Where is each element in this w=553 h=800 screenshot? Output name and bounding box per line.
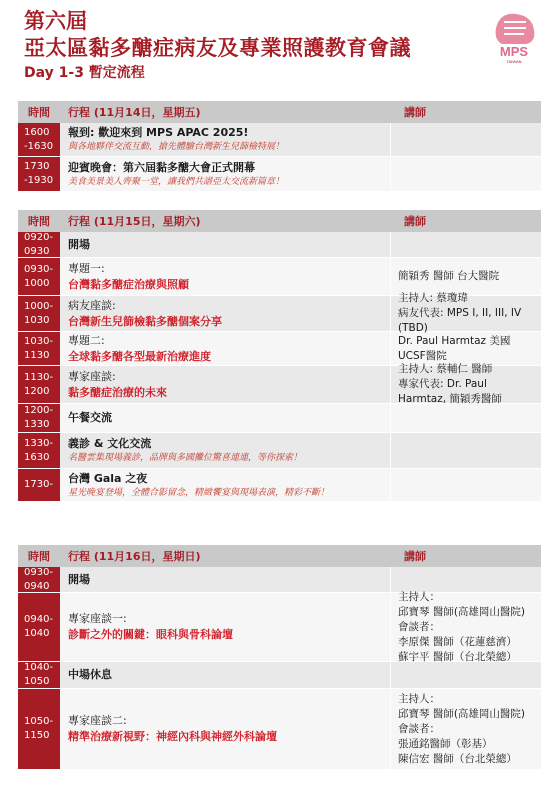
time-text: 1330- 1630 bbox=[24, 437, 54, 463]
event-cell bbox=[60, 662, 391, 688]
event-cell bbox=[60, 593, 391, 661]
speaker-cell bbox=[391, 232, 541, 257]
time-cell bbox=[18, 567, 60, 592]
speaker-column-header: 講師 bbox=[404, 215, 426, 228]
time-cell bbox=[18, 157, 60, 191]
time-column-header: 時間 bbox=[28, 215, 50, 228]
speaker-cell bbox=[391, 157, 541, 191]
table-row bbox=[18, 292, 541, 334]
table-header bbox=[18, 210, 541, 232]
time-text: 1730 -1930 bbox=[24, 161, 54, 186]
time-text: 1600 -1630 bbox=[24, 126, 54, 152]
header bbox=[24, 8, 411, 84]
event-cell bbox=[60, 332, 391, 365]
event-topic: 全球黏多醣各型最新治療進度 bbox=[68, 349, 211, 363]
table-row bbox=[18, 363, 541, 405]
event-title: 迎賓晚會：第六屆黏多醣大會正式開幕 bbox=[68, 160, 255, 174]
event-title: 報到: 歡迎來到 MPS APAC 2025! bbox=[68, 126, 249, 139]
event-title: 開場 bbox=[68, 572, 90, 586]
mps-taiwan-logo bbox=[486, 8, 542, 64]
event-description: 名醫雲集現場義診，品牌與多國攤位驚喜連連，等你探索！ bbox=[68, 453, 303, 463]
logo-subtext: TAIWAN bbox=[506, 59, 522, 64]
table-header bbox=[18, 101, 541, 123]
event-title: 午餐交流 bbox=[68, 411, 112, 424]
schedule-table-day3 bbox=[18, 545, 541, 770]
speaker-text: Dr. Paul Harmtaz 美國 UCSF醫院 bbox=[398, 334, 511, 362]
speaker-text: 主持人： 邱寶琴 醫師(高雄岡山醫院) 會談者： 張通銘醫師（彰基） 陳信宏 醫師（台北榮總） bbox=[398, 692, 526, 765]
event-title: 台灣 Gala 之夜 bbox=[68, 471, 148, 485]
time-text: 0940- 1040 bbox=[24, 614, 54, 639]
event-title: 專家座談: bbox=[68, 369, 116, 383]
time-cell bbox=[18, 662, 60, 688]
speaker-cell bbox=[391, 433, 541, 468]
day-heading: 行程 (11月16日，星期日) bbox=[68, 550, 201, 563]
time-cell bbox=[18, 433, 60, 468]
event-cell bbox=[60, 404, 391, 432]
speaker-cell bbox=[391, 404, 541, 432]
schedule-table-day1 bbox=[18, 101, 541, 192]
event-topic: 台灣新生兒篩檢黏多醣個案分享 bbox=[68, 314, 222, 328]
day-heading: 行程 (11月15日，星期六) bbox=[68, 215, 201, 228]
speaker-cell bbox=[391, 662, 541, 688]
event-cell bbox=[60, 366, 391, 403]
time-text: 1050- 1150 bbox=[24, 716, 54, 741]
table-row bbox=[18, 433, 541, 469]
agenda-subtitle: Day 1-3 暫定流程 bbox=[24, 65, 145, 81]
event-description: 星光晚宴登場，全體合影留念，精緻饗宴與現場表演，精彩不斷！ bbox=[68, 487, 330, 498]
time-cell bbox=[18, 689, 60, 769]
event-cell bbox=[60, 258, 391, 295]
event-topic: 黏多醣症治療的未來 bbox=[68, 385, 167, 399]
event-title: 專題二: bbox=[68, 333, 105, 347]
event-title: 中場休息 bbox=[68, 668, 112, 681]
time-cell bbox=[18, 332, 60, 365]
speaker-text: 簡穎秀 醫師 台大醫院 bbox=[398, 270, 500, 282]
speaker-cell bbox=[391, 332, 541, 365]
event-title: 開場 bbox=[68, 237, 90, 251]
time-cell bbox=[18, 296, 60, 331]
time-text: 1200- 1330 bbox=[24, 405, 54, 430]
logo-text: MPS bbox=[499, 44, 529, 59]
table-row bbox=[18, 469, 541, 502]
speaker-text: 主持人： 邱寶琴 醫師(高雄岡山醫院) 會談者： 李原傑 醫師（花蓮慈濟） 蘇宇平 醫師（台北榮總） bbox=[398, 590, 526, 663]
speaker-text: 主持人: 蔡瓊瑋 病友代表: MPS I, II, III, IV (TBD) bbox=[398, 292, 522, 334]
time-text: 1130- 1200 bbox=[24, 371, 54, 397]
time-column-header: 時間 bbox=[28, 550, 50, 563]
event-title: 專家座談一: bbox=[68, 612, 127, 625]
time-cell bbox=[18, 366, 60, 403]
event-cell bbox=[60, 296, 391, 331]
event-title: 專家座談二: bbox=[68, 714, 127, 727]
table-row bbox=[18, 332, 541, 366]
speaker-column-header: 講師 bbox=[404, 106, 426, 119]
time-cell bbox=[18, 404, 60, 432]
event-title: 病友座談: bbox=[68, 298, 116, 312]
event-topic: 台灣黏多醣症治療與照顧 bbox=[68, 277, 189, 291]
event-cell bbox=[60, 433, 391, 468]
time-cell bbox=[18, 593, 60, 661]
table-row bbox=[18, 404, 541, 433]
time-cell bbox=[18, 258, 60, 295]
speaker-cell bbox=[391, 292, 541, 334]
event-title: 義診 & 文化交流 bbox=[68, 437, 152, 450]
edition-title: 第六屆 bbox=[24, 9, 87, 33]
time-text: 0930- 0940 bbox=[24, 566, 54, 592]
table-row bbox=[18, 662, 541, 689]
speaker-cell bbox=[391, 590, 541, 663]
event-topic: 精準治療新視野：神經內科與神經外科論壇 bbox=[68, 730, 277, 743]
event-cell bbox=[60, 123, 391, 156]
time-cell bbox=[18, 232, 60, 257]
time-text: 1030- 1130 bbox=[24, 335, 54, 361]
table-header bbox=[18, 545, 541, 567]
table-row bbox=[18, 689, 541, 770]
time-text: 1040- 1050 bbox=[24, 662, 54, 687]
schedule-table-day2 bbox=[18, 210, 541, 502]
speaker-cell bbox=[391, 689, 541, 769]
time-text: 1730- bbox=[24, 479, 54, 490]
time-column-header: 時間 bbox=[28, 106, 50, 119]
time-text: 0930- 1000 bbox=[24, 263, 54, 289]
event-description: 與各地夥伴交流互動，搶先體驗台灣新生兒篩檢特展！ bbox=[68, 142, 285, 152]
speaker-cell bbox=[391, 123, 541, 156]
time-cell bbox=[18, 123, 60, 156]
table-row bbox=[18, 157, 541, 192]
event-title: 專題一: bbox=[68, 261, 105, 275]
time-cell bbox=[18, 469, 60, 501]
speaker-cell bbox=[391, 258, 541, 295]
table-row bbox=[18, 232, 541, 258]
table-row bbox=[18, 590, 541, 663]
event-cell bbox=[60, 567, 391, 592]
event-topic: 診斷之外的關鍵：眼科與骨科論壇 bbox=[68, 628, 233, 641]
day-heading: 行程 (11月14日，星期五) bbox=[68, 106, 201, 119]
time-text: 0920- 0930 bbox=[24, 231, 54, 257]
event-cell bbox=[60, 469, 391, 501]
conference-title: 亞太區黏多醣症病友及專業照護教育會議 bbox=[24, 36, 411, 60]
speaker-column-header: 講師 bbox=[404, 550, 426, 563]
speaker-cell bbox=[391, 567, 541, 592]
event-cell bbox=[60, 232, 391, 257]
event-cell bbox=[60, 157, 391, 191]
speaker-text: 主持人: 蔡輔仁 醫師 專家代表: Dr. Paul Harmtaz, 簡穎秀醫師 bbox=[398, 363, 502, 405]
speaker-cell bbox=[391, 363, 541, 405]
event-description: 美食美景美人齊聚一堂，讓我們共譜亞太交流新篇章！ bbox=[68, 176, 285, 187]
time-text: 1000- 1030 bbox=[24, 300, 54, 326]
table-row bbox=[18, 123, 541, 157]
speaker-cell bbox=[391, 469, 541, 501]
event-cell bbox=[60, 689, 391, 769]
